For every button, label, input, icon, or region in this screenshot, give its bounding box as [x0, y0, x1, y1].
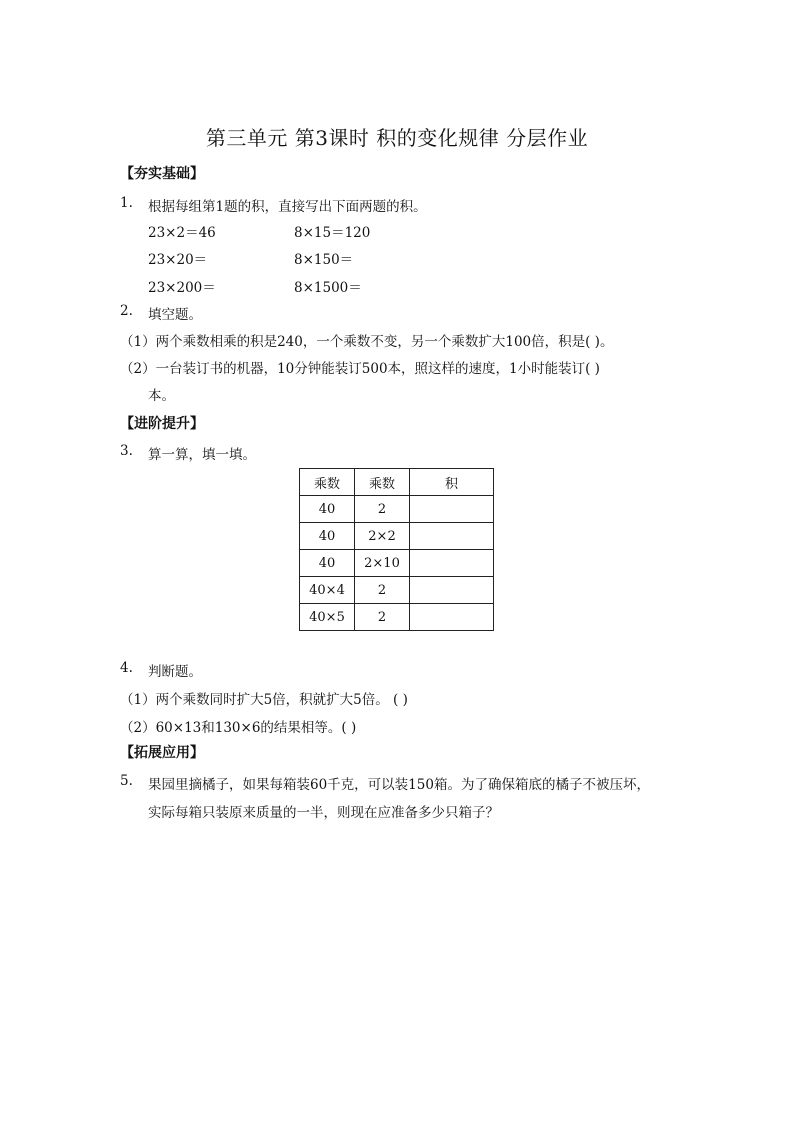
table-row [300, 523, 494, 550]
q2-sub1: （1）两个乘数相乘的积是240，一个乘数不变，另一个乘数扩大100倍，积是( )。 [120, 334, 614, 350]
q1-row1-right: 8×15＝120 [294, 225, 371, 241]
q2-sub2-cont: 本。 [148, 388, 175, 404]
section-advanced: 【进阶提升】 [120, 416, 204, 432]
table-answer-cell[interactable] [410, 550, 494, 577]
q5-line1: 果园里摘橘子，如果每箱装60千克，可以装150箱。为了确保箱底的橘子不被压坏， [148, 777, 650, 793]
q4-text: 判断题。 [148, 664, 202, 680]
table-row [300, 496, 494, 523]
q1-row2-right: 8×150＝ [294, 252, 354, 268]
q3-number: 3. [120, 443, 133, 459]
section-basic: 【夯实基础】 [120, 166, 204, 182]
q1-text: 根据每组第1题的积，直接写出下面两题的积。 [148, 199, 427, 215]
q2-text: 填空题。 [148, 307, 202, 323]
table-row [300, 577, 494, 604]
table-row [300, 604, 494, 631]
q2-sub2: （2）一台装订书的机器，10分钟能装订500本，照这样的速度，1小时能装订( ) [120, 361, 600, 377]
table-cell: 40 [300, 496, 355, 523]
table-cell: 2 [355, 577, 410, 604]
table-cell: 40 [300, 550, 355, 577]
table-cell: 40×4 [300, 577, 355, 604]
q1-row3-left: 23×200＝ [148, 280, 216, 296]
table-cell: 2 [355, 496, 410, 523]
table-answer-cell[interactable] [410, 577, 494, 604]
q4-sub2: （2）60×13和130×6的结果相等。( ) [120, 720, 357, 736]
table-answer-cell[interactable] [410, 523, 494, 550]
table-header-cell: 乘数 [300, 469, 355, 496]
table-header-cell: 积 [410, 469, 494, 496]
q4-number: 4. [120, 660, 133, 676]
q1-row3-right: 8×1500＝ [294, 280, 362, 296]
q3-table [299, 468, 494, 631]
q1-row2-left: 23×20＝ [148, 252, 208, 268]
table-answer-cell[interactable] [410, 496, 494, 523]
q4-sub1: （1）两个乘数同时扩大5倍，积就扩大5倍。 ( ) [120, 692, 408, 708]
table-cell: 2×10 [355, 550, 410, 577]
q5-line2: 实际每箱只装原来质量的一半，则现在应准备多少只箱子？ [148, 805, 499, 821]
q3-text: 算一算，填一填。 [148, 447, 256, 463]
q1-number: 1. [120, 195, 133, 211]
page-title: 第三单元 第3课时 积的变化规律 分层作业 [205, 126, 589, 150]
q1-row1-left: 23×2＝46 [148, 225, 216, 241]
table-answer-cell[interactable] [410, 604, 494, 631]
table-cell: 2×2 [355, 523, 410, 550]
section-extend: 【拓展应用】 [120, 745, 204, 761]
table-row [300, 550, 494, 577]
table-cell: 2 [355, 604, 410, 631]
q5-number: 5. [120, 773, 133, 789]
table-header-cell: 乘数 [355, 469, 410, 496]
q2-number: 2. [120, 303, 133, 319]
table-cell: 40 [300, 523, 355, 550]
table-cell: 40×5 [300, 604, 355, 631]
table-header-row [300, 469, 494, 496]
